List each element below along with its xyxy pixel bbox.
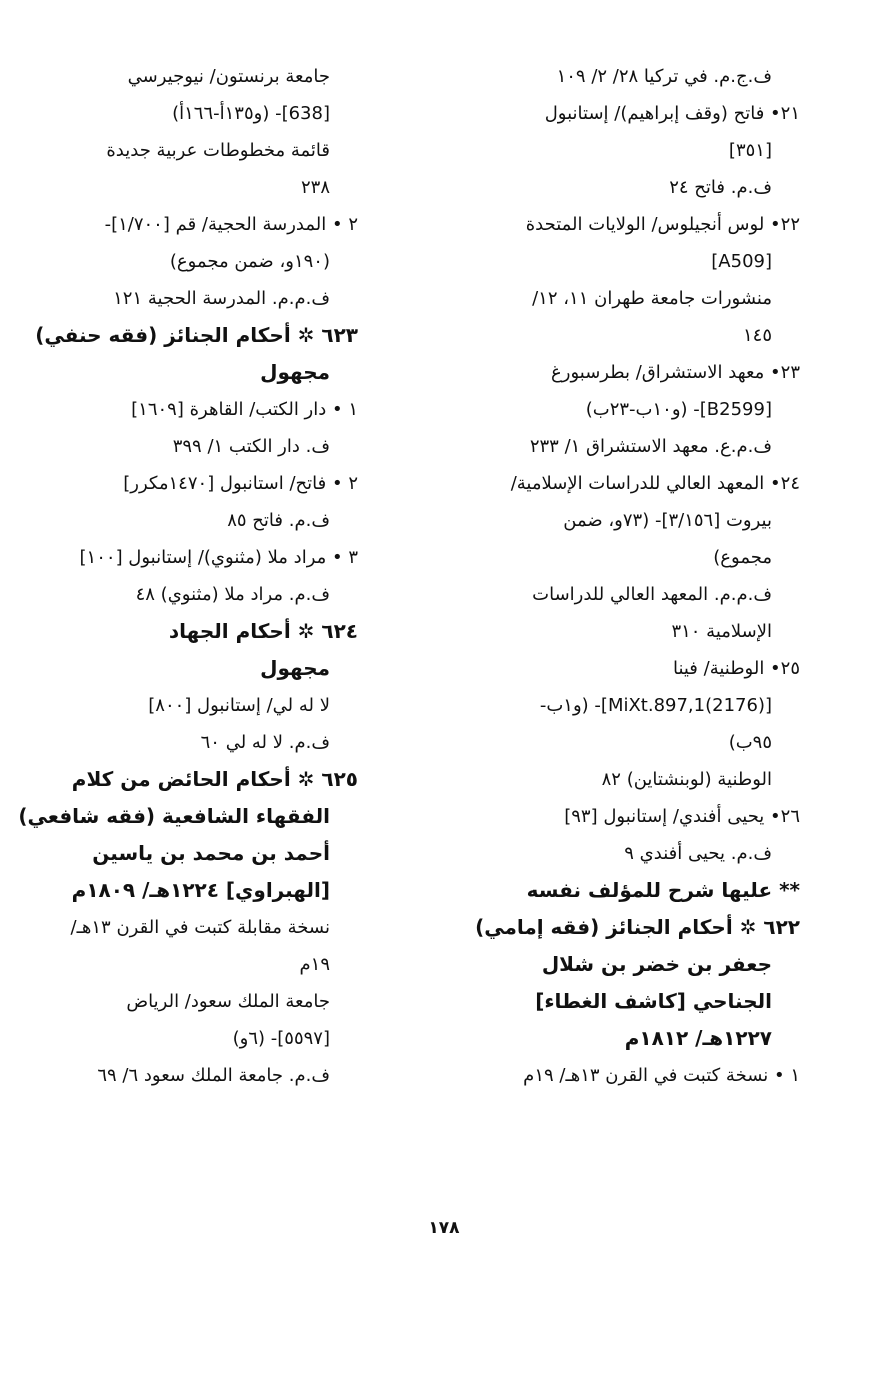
text-line: ٢٤• المعهد العالي للدراسات الإسلامية/ <box>510 473 800 494</box>
text-line: [A509] <box>711 251 772 272</box>
text-line: ١٢٢٧هـ/ ١٨١٢م <box>624 1026 772 1050</box>
text-line: قائمة مخطوطات عربية جديدة <box>106 140 330 161</box>
text-line: ف. دار الكتب ١/ ٣٩٩ <box>172 436 330 457</box>
text-line: أحمد بن محمد بن ياسين <box>92 841 330 865</box>
text-line: ٦٢٥ ✲ أحكام الحائض من كلام <box>71 767 358 791</box>
text-line: ٩٥ب) <box>728 732 772 753</box>
text-line: ٦٢٣ ✲ أحكام الجنائز (فقه حنفي) <box>35 323 358 347</box>
text-line: ف.م. مراد ملا (مثنوي) ٤٨ <box>135 584 330 605</box>
text-line: ف.م.م. المدرسة الحجية ١٢١ <box>113 288 330 309</box>
text-line: ١ • دار الكتب/ القاهرة [١٦٠٩] <box>131 399 358 420</box>
text-line: ٦٢٢ ✲ أحكام الجنائز (فقه إمامي) <box>475 915 800 939</box>
text-line: الفقهاء الشافعية (فقه شافعي) <box>18 804 330 828</box>
text-line: جامعة برنستون/ نيوجيرسي <box>127 66 330 87</box>
text-line: ف.م. فاتح ٨٥ <box>227 510 330 531</box>
text-line: ف.م. فاتح ٢٤ <box>669 177 772 198</box>
left-column <box>18 58 358 1094</box>
text-line: ١٩م <box>299 954 330 975</box>
text-line: الوطنية (لوبنشتاين) ٨٢ <box>601 769 772 790</box>
text-line: مجهول <box>260 656 330 680</box>
text-line: ١ • نسخة كتبت في القرن ١٣هـ/ ١٩م <box>523 1065 800 1086</box>
text-line: منشورات جامعة طهران ١١، ١٢/ <box>532 288 772 309</box>
text-line: ٢٥• الوطنية/ فينا <box>672 658 800 679</box>
text-line: ف.م.ع. معهد الاستشراق ١/ ٢٣٣ <box>529 436 772 457</box>
text-line: مجهول <box>260 360 330 384</box>
text-line: جامعة الملك سعود/ الرياض <box>126 991 330 1012</box>
text-line: [(2176)MiXt.897,1]- (و١ب- <box>539 695 772 716</box>
text-line: ف.م. لا له لي ٦٠ <box>200 732 330 753</box>
right-column <box>440 58 800 1094</box>
text-line: ف.م. جامعة الملك سعود ٦/ ٦٩ <box>97 1065 330 1086</box>
text-line: مجموع) <box>713 547 772 568</box>
text-line: (١٩٠و، ضمن مجموع) <box>169 251 330 272</box>
text-line: ١٤٥ <box>742 325 772 346</box>
text-line: ٢ • المدرسة الحجية/ قم [١/٧٠٠]- <box>104 214 358 235</box>
text-line: جعفر بن خضر بن شلال <box>541 952 772 976</box>
text-line: [الهبراوي] ١٢٢٤هـ/ ١٨٠٩م <box>71 878 330 902</box>
text-line: ف.م.م. المعهد العالي للدراسات <box>532 584 772 605</box>
text-line: ٢١• فاتح (وقف إبراهيم)/ إستانبول <box>544 103 800 124</box>
text-line: [٥٥٩٧]- (٦و) <box>232 1028 330 1049</box>
text-line: [638]- (و١٣٥أ-١٦٦أ) <box>172 103 330 124</box>
text-line: نسخة مقابلة كتبت في القرن ١٣هـ/ <box>70 917 330 938</box>
text-line: ٢ • فاتح/ استانبول [١٤٧٠مكرر] <box>123 473 358 494</box>
text-line: ف.ج.م. في تركيا ٢٨/ ٢/ ١٠٩ <box>556 66 772 87</box>
text-line: [B2599]- (و١٠ب-٢٣ب) <box>585 399 772 420</box>
text-line: ٢٣• معهد الاستشراق/ بطرسبورغ <box>551 362 800 383</box>
text-line: [٣٥١] <box>728 140 772 161</box>
text-line: ٣ • مراد ملا (مثنوي)/ إستانبول [١٠٠] <box>79 547 358 568</box>
text-line: بيروت [٣/١٥٦]- (٧٣و، ضمن <box>563 510 772 531</box>
text-line: ** عليها شرح للمؤلف نفسه <box>526 878 800 902</box>
text-line: الإسلامية ٣١٠ <box>671 621 772 642</box>
text-line: ٢٢• لوس أنجيلوس/ الولايات المتحدة <box>525 214 800 235</box>
page-number: ١٧٨ <box>428 1218 460 1238</box>
text-line: لا له لي/ إستانبول [٨٠٠] <box>148 695 330 716</box>
text-line: الجناحي [كاشف الغطاء] <box>535 989 772 1013</box>
text-line: ف.م. يحيى أفندي ٩ <box>624 843 772 864</box>
text-line: ٢٦• يحيى أفندي/ إستانبول [٩٣] <box>564 806 800 827</box>
text-line: ٢٣٨ <box>300 177 330 198</box>
text-line: ٦٢٤ ✲ أحكام الجهاد <box>168 619 358 643</box>
